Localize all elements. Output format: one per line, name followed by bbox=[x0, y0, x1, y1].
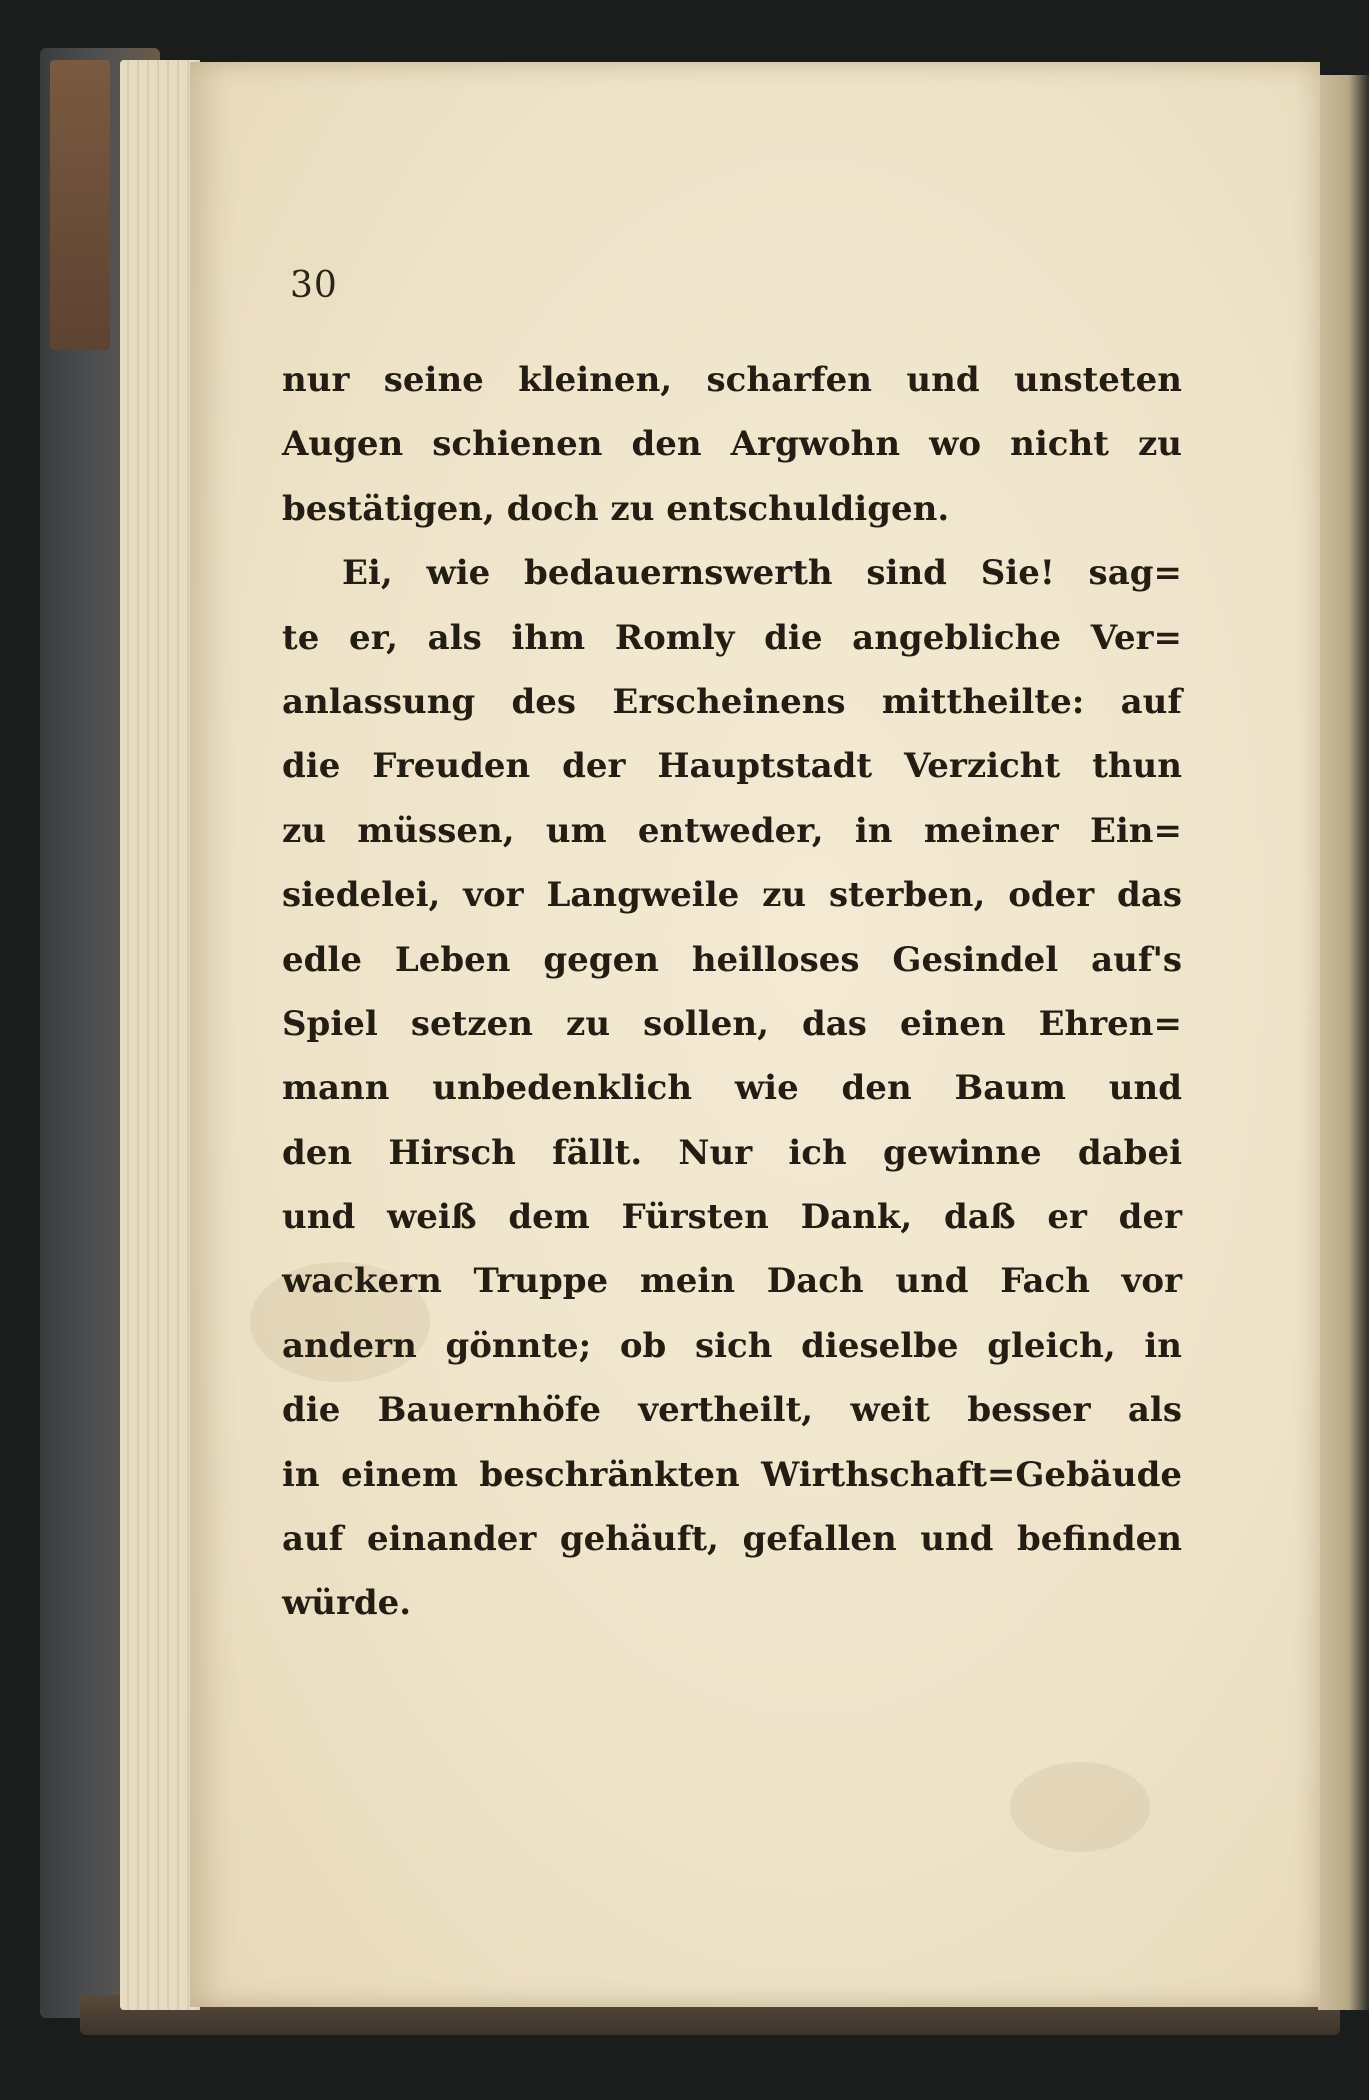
body-text bbox=[282, 348, 1182, 1636]
text-line: und weiß dem Fürsten Dank, daß er der bbox=[282, 1197, 1182, 1238]
cover-leather-corner bbox=[50, 60, 110, 350]
text-line: Spiel setzen zu sollen, das einen Ehren= bbox=[282, 1003, 1182, 1044]
text-line: die Freuden der Hauptstadt Verzicht thun bbox=[282, 746, 1182, 787]
text-line: Augen schienen den Argwohn wo nicht zu bbox=[282, 424, 1182, 465]
facing-page-edge bbox=[1318, 75, 1369, 2010]
text-line: siedelei, vor Langweile zu sterben, oder das bbox=[282, 875, 1182, 916]
page-stain bbox=[1010, 1762, 1150, 1852]
text-line: würde. bbox=[282, 1583, 412, 1624]
text-line: anlassung des Erscheinens mittheilte: auf bbox=[282, 681, 1182, 722]
page-number: 30 bbox=[290, 265, 338, 306]
text-line: te er, als ihm Romly die angebliche Ver= bbox=[282, 617, 1182, 658]
page-edges bbox=[120, 60, 200, 2010]
text-line: auf einander gehäuft, gefallen und befinden bbox=[282, 1519, 1182, 1560]
text-line: edle Leben gegen heilloses Gesindel auf's bbox=[282, 939, 1182, 980]
text-line: andern gönnte; ob sich dieselbe gleich, in bbox=[282, 1325, 1182, 1366]
text-line: in einem beschränkten Wirthschaft=Gebäude bbox=[282, 1454, 1182, 1495]
text-line: die Bauernhöfe vertheilt, weit besser als bbox=[282, 1390, 1182, 1431]
text-line: wackern Truppe mein Dach und Fach vor bbox=[282, 1261, 1182, 1302]
text-line: den Hirsch fällt. Nur ich gewinne dabei bbox=[282, 1132, 1182, 1173]
text-line: mann unbedenklich wie den Baum und bbox=[282, 1068, 1182, 1109]
text-line: nur seine kleinen, scharfen und unsteten bbox=[282, 360, 1182, 400]
text-line: Ei, wie bedauernswerth sind Sie! sag= bbox=[342, 553, 1182, 594]
text-line: bestätigen, doch zu entschuldigen. bbox=[282, 488, 950, 529]
text-line: zu müssen, um entweder, in meiner Ein= bbox=[282, 810, 1182, 851]
